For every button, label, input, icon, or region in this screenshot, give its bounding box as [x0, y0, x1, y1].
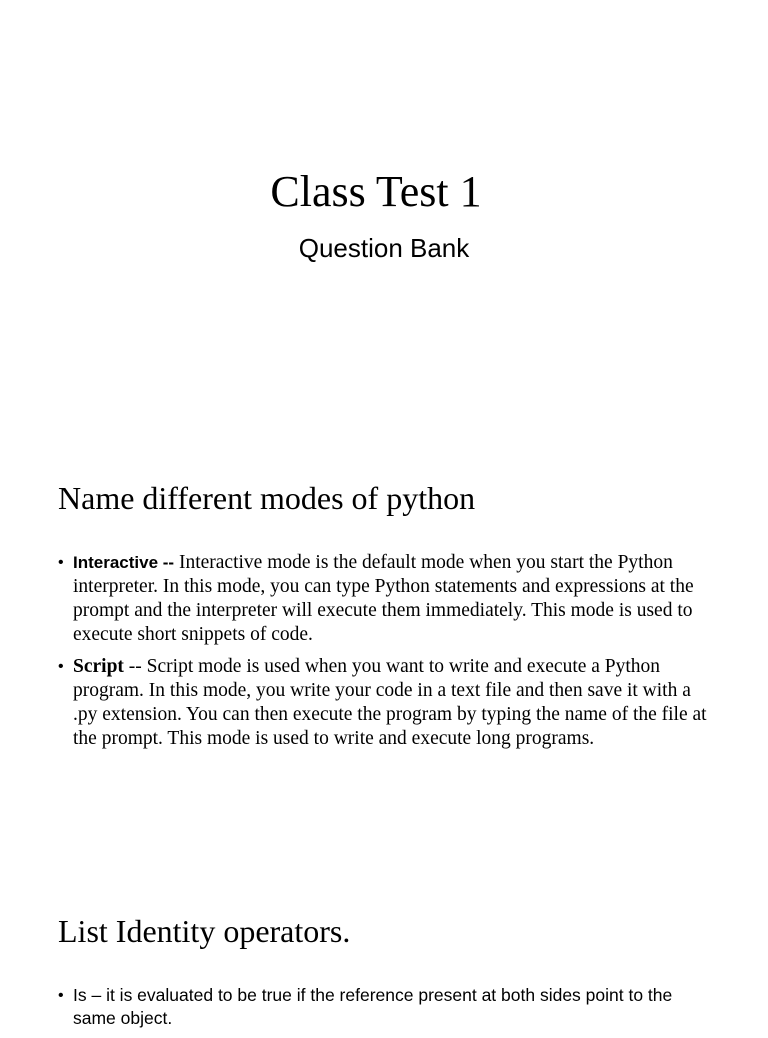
list-item-is	[58, 984, 708, 1030]
modes-heading: Name different modes of python	[58, 480, 476, 516]
identity-bullet-list	[58, 984, 708, 1038]
list-item-script	[58, 655, 708, 751]
identity-operators-heading: List Identity operators.	[58, 913, 351, 949]
modes-bullet-list	[58, 551, 708, 759]
bullet-icon: •	[58, 554, 64, 571]
term-script: Script	[73, 656, 124, 677]
bullet-icon: •	[58, 658, 64, 675]
title-slide	[0, 0, 768, 430]
bullet-icon: •	[58, 987, 64, 1004]
bullet-text: Script mode is used when you want to write and execute a Python program. In this mode, you write your code in a text file and then save it with a .py extension. You can then execute the program by typing the name of the file at the prompt. This mode is used to write and execute long programs.	[73, 656, 707, 749]
slide-title: Class Test 1	[270, 167, 482, 216]
list-item-interactive	[58, 551, 708, 647]
term-interactive: Interactive	[73, 553, 159, 572]
slide-subtitle: Question Bank	[298, 233, 470, 263]
term-separator: --	[158, 553, 175, 572]
bullet-text: Is – it is evaluated to be true if the reference present at both sides point to the same object.	[73, 985, 673, 1028]
bullet-text: Interactive mode is the default mode when you start the Python interpreter. In this mode, you can type Python statements and expressions at the prompt and the interpreter will execute them immediately. This mode is used to execute short snippets of code.	[73, 552, 694, 645]
term-separator: --	[123, 656, 142, 677]
